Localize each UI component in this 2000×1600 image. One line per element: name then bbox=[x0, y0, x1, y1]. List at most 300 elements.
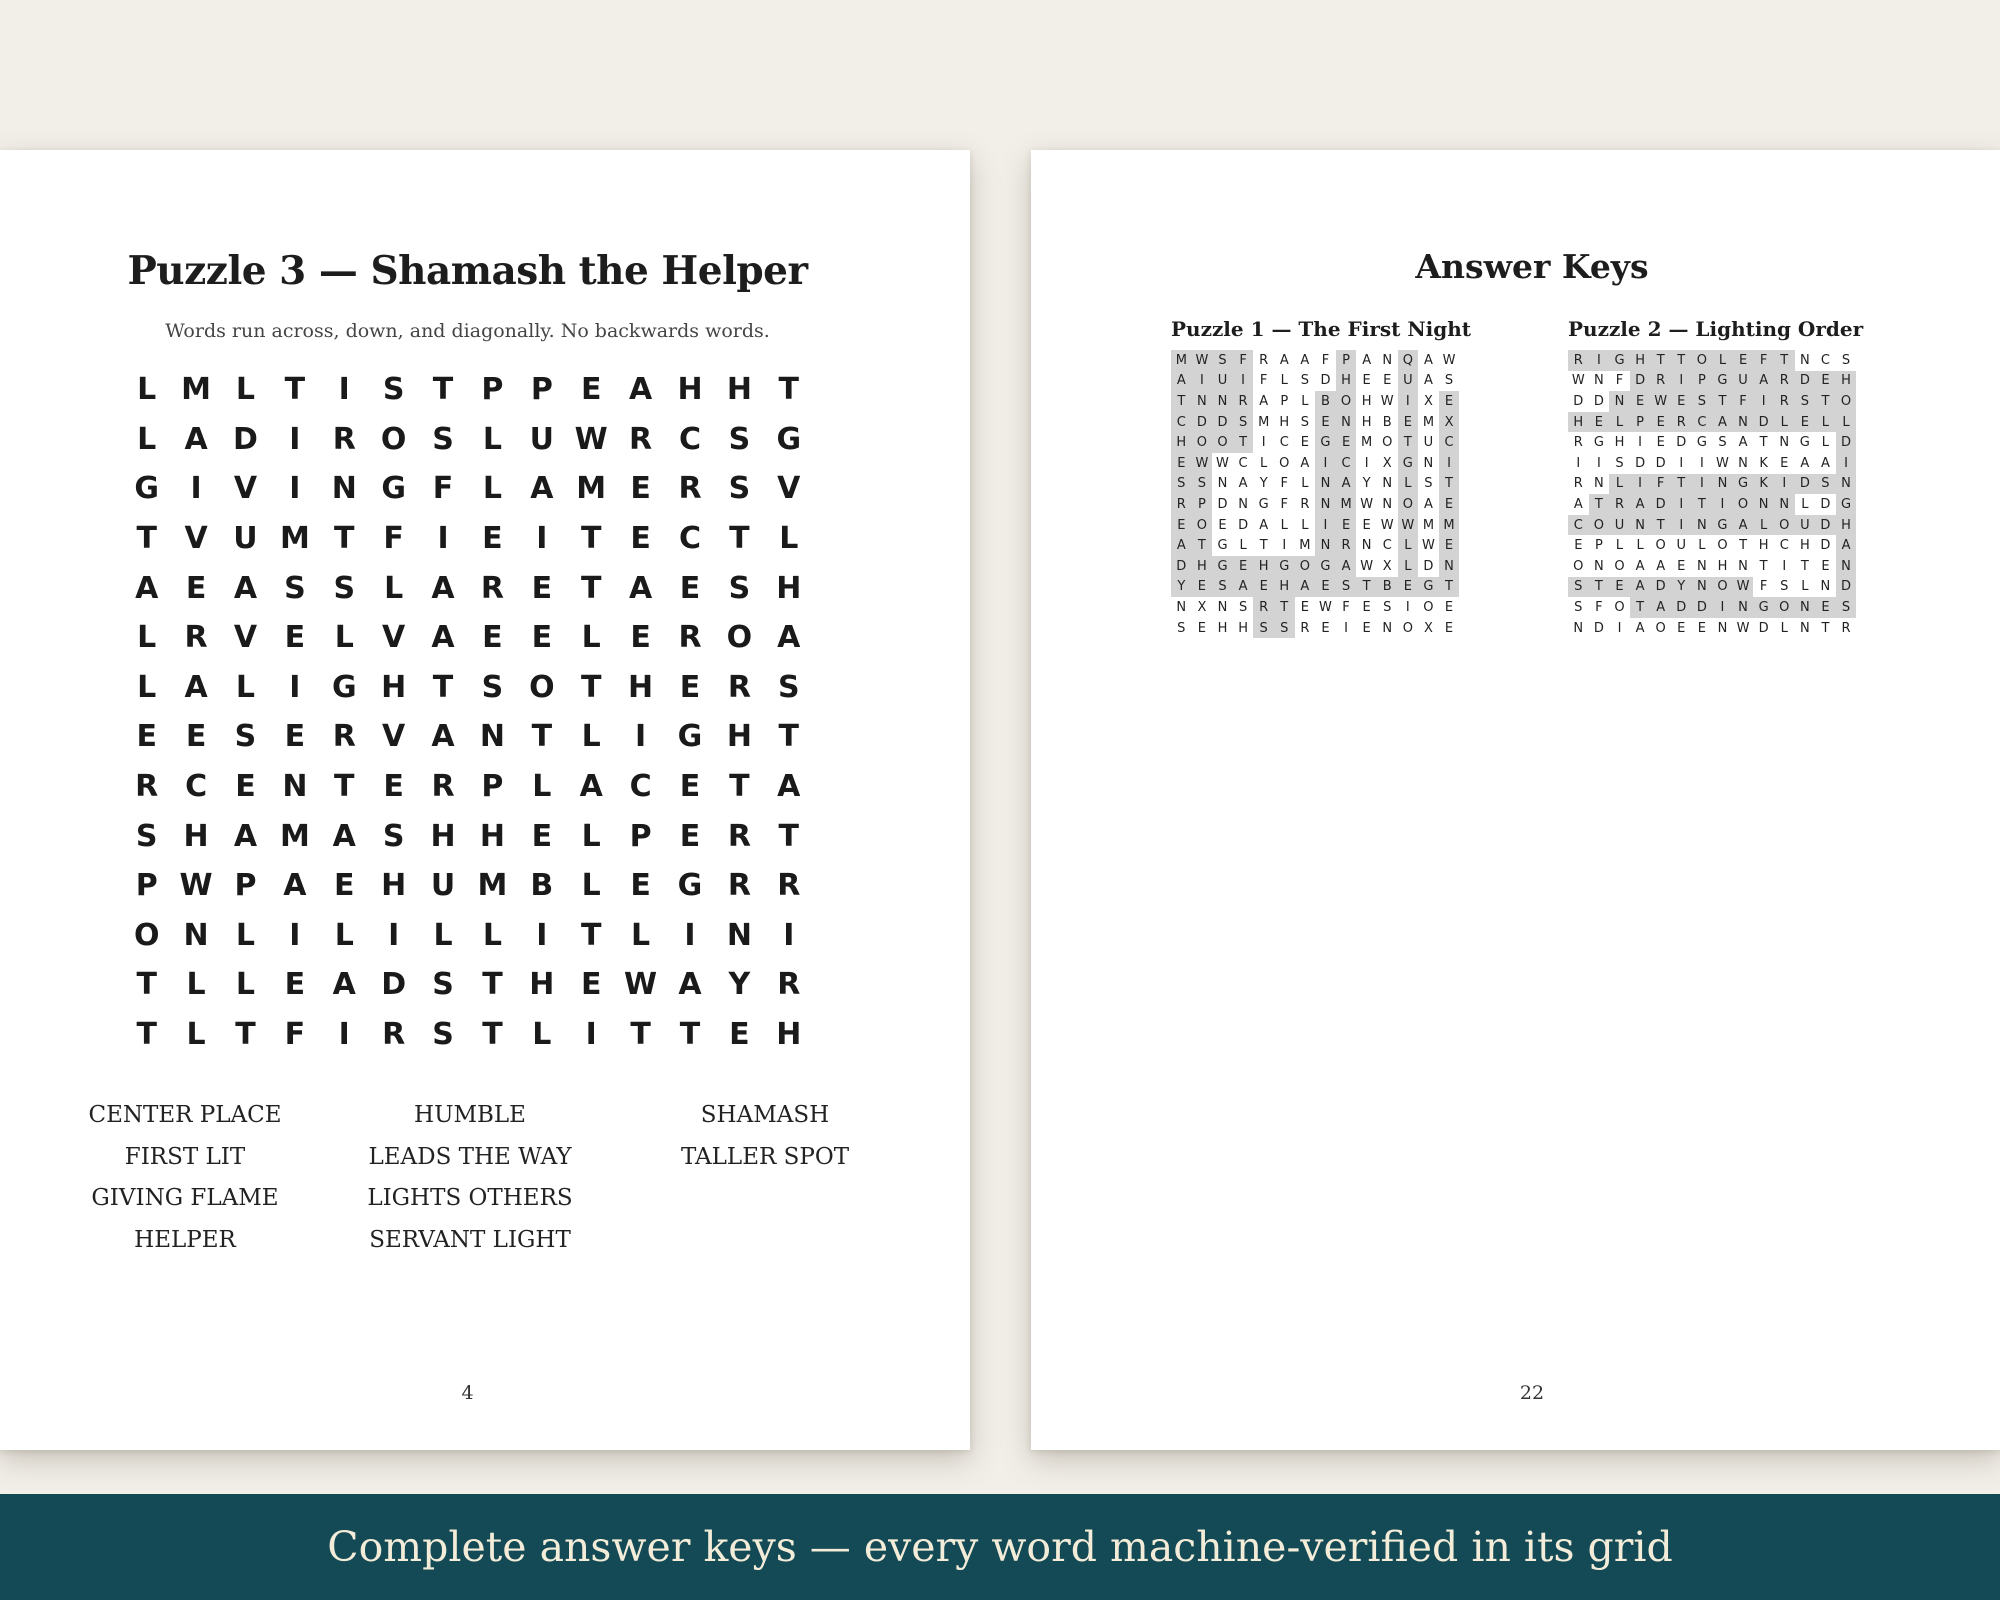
key-letter-highlighted: E bbox=[1315, 412, 1336, 433]
key-letter-highlighted: D bbox=[1836, 577, 1857, 598]
key-letter: L bbox=[1301, 476, 1309, 492]
grid-letter: T bbox=[580, 669, 602, 705]
key-letter-highlighted: R bbox=[1671, 412, 1692, 433]
key-letter-highlighted: A bbox=[1233, 577, 1254, 598]
grid-letter: M bbox=[576, 471, 607, 507]
grid-letter: L bbox=[581, 719, 601, 755]
grid-letter: D bbox=[233, 421, 258, 457]
key-letter-highlighted: I bbox=[1712, 597, 1733, 618]
key-letter: G bbox=[1696, 435, 1707, 451]
grid-letter: M bbox=[477, 868, 508, 904]
grid-letter: O bbox=[726, 620, 753, 656]
key-letter: A bbox=[1259, 393, 1269, 409]
key-letter: R bbox=[1573, 476, 1583, 492]
grid-letter: A bbox=[332, 818, 356, 854]
puzzle-title: Puzzle 3 — Shamash the Helper bbox=[127, 248, 808, 294]
key-letter: W bbox=[1421, 538, 1435, 554]
grid-letter: E bbox=[383, 769, 404, 805]
key-letter-highlighted: O bbox=[1295, 556, 1316, 577]
key-letter-highlighted: I bbox=[1753, 391, 1774, 412]
key-letter: D bbox=[1655, 455, 1666, 471]
key-letter-highlighted: S bbox=[1692, 391, 1713, 412]
key-letter-highlighted: G bbox=[1733, 474, 1754, 495]
key-letter: L bbox=[1301, 393, 1309, 409]
key-letter: I bbox=[1699, 455, 1704, 471]
key-letter-highlighted: K bbox=[1753, 474, 1774, 495]
grid-letter: V bbox=[184, 521, 208, 557]
key-letter: M bbox=[1361, 435, 1373, 451]
key-letter: A bbox=[1279, 352, 1289, 368]
key-letter: N bbox=[1361, 538, 1372, 554]
grid-letter: E bbox=[334, 868, 355, 904]
key-letter: M bbox=[1422, 517, 1435, 533]
grid-letter: T bbox=[531, 719, 553, 755]
grid-letter: L bbox=[779, 521, 799, 557]
grid-letter: L bbox=[334, 620, 354, 656]
key-letter: N bbox=[1382, 352, 1393, 368]
key-letter: E bbox=[1821, 558, 1830, 574]
key-letter-highlighted: H bbox=[1274, 577, 1295, 598]
key-letter-highlighted: I bbox=[1671, 371, 1692, 392]
grid-letter: I bbox=[190, 471, 202, 507]
key-letter-highlighted: R bbox=[1336, 535, 1357, 556]
key-letter: S bbox=[1424, 476, 1433, 492]
answer-key-grid bbox=[1171, 350, 1471, 638]
key-letter-highlighted: N bbox=[1836, 556, 1857, 577]
grid-letter: L bbox=[186, 1017, 206, 1053]
key-letter-highlighted: S bbox=[1795, 391, 1816, 412]
key-letter-highlighted: D bbox=[1815, 515, 1836, 536]
grid-letter: G bbox=[677, 868, 703, 904]
grid-letter: L bbox=[581, 620, 601, 656]
key-letter: A bbox=[1635, 558, 1645, 574]
key-letter-highlighted: S bbox=[1336, 577, 1357, 598]
key-letter-highlighted: O bbox=[1836, 391, 1857, 412]
key-letter-highlighted: N bbox=[1712, 474, 1733, 495]
key-letter-highlighted: N bbox=[1315, 494, 1336, 515]
grid-letter: R bbox=[727, 818, 751, 854]
key-letter-highlighted: O bbox=[1398, 494, 1419, 515]
key-letter: N bbox=[1423, 455, 1434, 471]
key-letter: E bbox=[1656, 435, 1665, 451]
key-letter: H bbox=[1361, 393, 1372, 409]
key-letter: N bbox=[1820, 579, 1831, 595]
grid-letter: T bbox=[778, 719, 799, 755]
grid-letter: L bbox=[235, 967, 256, 1003]
key-letter: E bbox=[1697, 620, 1706, 636]
grid-letter: S bbox=[432, 967, 454, 1003]
key-letter: E bbox=[1197, 620, 1206, 636]
grid-letter: S bbox=[382, 818, 405, 854]
caption-bar bbox=[0, 1494, 2000, 1600]
key-letter-highlighted: D bbox=[1692, 597, 1713, 618]
key-letter-highlighted: C bbox=[1439, 432, 1460, 453]
key-letter: U bbox=[1676, 538, 1687, 554]
key-letter-highlighted: M bbox=[1171, 350, 1192, 371]
key-letter-highlighted: D bbox=[1650, 494, 1671, 515]
key-letter: N bbox=[1382, 620, 1393, 636]
key-letter-highlighted: R bbox=[1233, 391, 1254, 412]
key-letter-highlighted: X bbox=[1439, 412, 1460, 433]
key-letter: W bbox=[1360, 558, 1374, 574]
key-letter-highlighted: E bbox=[1815, 597, 1836, 618]
key-letter: W bbox=[1380, 393, 1394, 409]
grid-letter: N bbox=[479, 719, 505, 755]
key-letter: W bbox=[1319, 599, 1332, 615]
key-letter: T bbox=[1759, 558, 1768, 574]
key-letter-highlighted: G bbox=[1609, 350, 1630, 371]
grid-letter: M bbox=[279, 521, 310, 557]
grid-letter: I bbox=[536, 521, 548, 557]
grid-letter: L bbox=[631, 917, 651, 953]
key-letter-highlighted: G bbox=[1712, 371, 1733, 392]
grid-letter: G bbox=[677, 719, 703, 755]
key-letter-highlighted: A bbox=[1171, 371, 1192, 392]
key-letter: X bbox=[1197, 599, 1207, 615]
key-letter-highlighted: E bbox=[1336, 515, 1357, 536]
grid-letter: T bbox=[679, 1017, 701, 1053]
grid-letter: R bbox=[382, 1017, 406, 1053]
grid-letter: P bbox=[530, 372, 553, 408]
key-letter: N bbox=[1217, 599, 1228, 615]
key-letter-highlighted: L bbox=[1712, 350, 1733, 371]
grid-letter: O bbox=[380, 421, 407, 457]
grid-letter: R bbox=[678, 471, 702, 507]
key-letter-highlighted: E bbox=[1233, 556, 1254, 577]
grid-letter: E bbox=[580, 372, 602, 408]
key-letter-highlighted: I bbox=[1589, 350, 1610, 371]
key-letter-highlighted: A bbox=[1733, 515, 1754, 536]
grid-letter: T bbox=[432, 669, 454, 705]
grid-letter: E bbox=[729, 1017, 750, 1053]
grid-letter: V bbox=[233, 620, 258, 656]
key-letter-highlighted: E bbox=[1171, 515, 1192, 536]
key-letter-highlighted: I bbox=[1774, 474, 1795, 495]
key-letter-highlighted: G bbox=[1315, 556, 1336, 577]
key-letter: H bbox=[1717, 558, 1728, 574]
key-letter-highlighted: G bbox=[1398, 453, 1419, 474]
grid-letter: A bbox=[283, 868, 307, 904]
grid-letter: R bbox=[727, 868, 751, 904]
key-letter-highlighted: E bbox=[1650, 412, 1671, 433]
key-letter-highlighted: I bbox=[1439, 453, 1460, 474]
key-letter: H bbox=[1238, 620, 1248, 636]
key-letter: N bbox=[1799, 352, 1810, 368]
key-letter-highlighted: I bbox=[1712, 494, 1733, 515]
key-letter: N bbox=[1799, 620, 1810, 636]
grid-letter: C bbox=[678, 421, 701, 457]
key-letter-highlighted: A bbox=[1630, 577, 1651, 598]
grid-letter: M bbox=[181, 372, 212, 408]
grid-letter: T bbox=[432, 372, 454, 408]
key-letter: E bbox=[1300, 435, 1309, 451]
grid-letter: T bbox=[136, 521, 157, 557]
grid-letter: P bbox=[135, 868, 158, 904]
grid-letter: L bbox=[186, 967, 206, 1003]
right-page bbox=[1031, 150, 2000, 1450]
key-letter: F bbox=[1280, 496, 1288, 512]
key-letter: D bbox=[1820, 496, 1831, 512]
key-letter-highlighted: A bbox=[1171, 535, 1192, 556]
answer-key-puzzle-1 bbox=[1171, 316, 1471, 638]
key-letter: O bbox=[1614, 599, 1625, 615]
key-letter: L bbox=[1260, 455, 1268, 471]
grid-letter: R bbox=[629, 421, 653, 457]
key-letter: R bbox=[1841, 620, 1851, 636]
key-letter-highlighted: E bbox=[1171, 453, 1192, 474]
key-letter: F bbox=[1280, 476, 1288, 492]
key-letter-highlighted: I bbox=[1233, 371, 1254, 392]
grid-letter: L bbox=[137, 421, 157, 457]
key-letter-highlighted: L bbox=[1609, 412, 1630, 433]
grid-letter: G bbox=[381, 471, 406, 507]
key-letter-highlighted: D bbox=[1171, 556, 1192, 577]
key-letter-highlighted: G bbox=[1836, 494, 1857, 515]
key-letter-highlighted: I bbox=[1671, 515, 1692, 536]
key-letter-highlighted: C bbox=[1336, 453, 1357, 474]
grid-letter: L bbox=[433, 917, 453, 953]
key-letter-highlighted: N bbox=[1692, 577, 1713, 598]
grid-letter: A bbox=[431, 719, 455, 755]
key-letter: E bbox=[1780, 455, 1789, 471]
key-letter: H bbox=[1799, 538, 1810, 554]
grid-letter: H bbox=[776, 570, 802, 606]
word-item: CENTER PLACE bbox=[88, 1102, 282, 1128]
key-letter: I bbox=[1282, 538, 1287, 554]
key-letter: W bbox=[1571, 373, 1585, 389]
key-letter: S bbox=[1383, 599, 1392, 615]
key-letter: H bbox=[1217, 620, 1228, 636]
key-letter-highlighted: N bbox=[1336, 412, 1357, 433]
key-letter-highlighted: E bbox=[1336, 432, 1357, 453]
key-letter-highlighted: G bbox=[1712, 515, 1733, 536]
key-letter-highlighted: W bbox=[1650, 391, 1671, 412]
key-letter-highlighted: O bbox=[1712, 577, 1733, 598]
key-letter: L bbox=[1636, 538, 1644, 554]
key-letter-highlighted: E bbox=[1630, 391, 1651, 412]
key-letter-highlighted: F bbox=[1650, 474, 1671, 495]
key-letter: C bbox=[1279, 435, 1289, 451]
key-letter-highlighted: T bbox=[1692, 494, 1713, 515]
grid-letter: O bbox=[529, 669, 555, 705]
key-letter-highlighted: E bbox=[1398, 412, 1419, 433]
key-letter: S bbox=[1300, 373, 1309, 389]
key-letter: L bbox=[1698, 538, 1706, 554]
grid-letter: H bbox=[677, 372, 703, 408]
key-letter-highlighted: O bbox=[1774, 597, 1795, 618]
key-letter-highlighted: T bbox=[1671, 350, 1692, 371]
key-letter: H bbox=[1614, 435, 1625, 451]
key-letter: S bbox=[1177, 620, 1186, 636]
key-letter-highlighted: P bbox=[1692, 371, 1713, 392]
grid-letter: G bbox=[134, 471, 159, 507]
key-letter: D bbox=[1593, 620, 1604, 636]
grid-letter: R bbox=[678, 620, 702, 656]
answer-key-puzzle-2 bbox=[1568, 316, 1863, 638]
key-letter: L bbox=[1301, 517, 1309, 533]
key-letter: L bbox=[1801, 579, 1809, 595]
grid-letter: N bbox=[282, 769, 308, 805]
grid-letter: A bbox=[431, 620, 455, 656]
key-letter-highlighted: T bbox=[1630, 597, 1651, 618]
grid-letter: I bbox=[437, 521, 449, 557]
key-letter-highlighted: T bbox=[1439, 577, 1460, 598]
key-letter: G bbox=[1593, 435, 1604, 451]
word-column-2 bbox=[325, 1095, 615, 1262]
key-letter: C bbox=[1820, 352, 1830, 368]
key-letter-highlighted: D bbox=[1753, 412, 1774, 433]
key-letter: D bbox=[1320, 373, 1331, 389]
grid-letter: E bbox=[531, 818, 553, 854]
grid-letter: P bbox=[629, 818, 652, 854]
key-letter: X bbox=[1382, 455, 1392, 471]
grid-letter: S bbox=[432, 1017, 454, 1053]
key-letter: H bbox=[1279, 414, 1290, 430]
grid-letter: R bbox=[777, 868, 801, 904]
key-letter-highlighted: O bbox=[1589, 515, 1610, 536]
key-letter: W bbox=[1380, 517, 1394, 533]
key-letter-highlighted: N bbox=[1630, 515, 1651, 536]
key-letter-highlighted: N bbox=[1836, 474, 1857, 495]
answer-key-title: Puzzle 1 — The First Night bbox=[1171, 317, 1471, 341]
grid-letter: T bbox=[729, 769, 750, 805]
key-letter: N bbox=[1594, 373, 1604, 389]
key-letter-highlighted: I bbox=[1692, 474, 1713, 495]
grid-letter: P bbox=[234, 868, 257, 904]
grid-letter: C bbox=[678, 521, 701, 557]
key-letter: N bbox=[1696, 558, 1707, 574]
grid-letter: S bbox=[728, 570, 751, 606]
key-letter-highlighted: P bbox=[1192, 494, 1213, 515]
key-letter: X bbox=[1382, 558, 1392, 574]
key-letter-highlighted: C bbox=[1692, 412, 1713, 433]
grid-letter: L bbox=[235, 669, 256, 705]
grid-letter: R bbox=[480, 570, 504, 606]
key-letter-highlighted: H bbox=[1568, 412, 1589, 433]
key-letter: M bbox=[1258, 414, 1270, 430]
key-letter: O bbox=[1655, 620, 1666, 636]
key-letter: N bbox=[1738, 558, 1748, 574]
grid-letter: W bbox=[179, 868, 213, 904]
word-item: LIGHTS OTHERS bbox=[367, 1185, 573, 1212]
key-letter-highlighted: T bbox=[1192, 535, 1213, 556]
grid-letter: T bbox=[580, 521, 602, 557]
grid-letter: L bbox=[482, 421, 502, 457]
key-letter: L bbox=[1280, 373, 1288, 389]
key-letter-highlighted: H bbox=[1192, 556, 1213, 577]
word-item: LEADS THE WAY bbox=[368, 1143, 572, 1170]
key-letter-highlighted: O bbox=[1774, 515, 1795, 536]
grid-letter: H bbox=[628, 669, 654, 705]
key-letter-highlighted: L bbox=[1609, 474, 1630, 495]
key-letter: G bbox=[1258, 496, 1269, 512]
key-letter-highlighted: I bbox=[1315, 453, 1336, 474]
key-letter-highlighted: T bbox=[1589, 494, 1610, 515]
key-letter-highlighted: D bbox=[1836, 432, 1857, 453]
grid-letter: I bbox=[338, 372, 350, 408]
key-letter: A bbox=[1573, 496, 1583, 512]
key-letter: T bbox=[1800, 558, 1809, 574]
grid-letter: I bbox=[289, 421, 301, 457]
key-letter: Y bbox=[1362, 476, 1371, 492]
key-letter-highlighted: A bbox=[1753, 371, 1774, 392]
grid-letter: E bbox=[136, 719, 157, 755]
grid-letter: R bbox=[777, 967, 801, 1003]
key-letter-highlighted: E bbox=[1733, 350, 1754, 371]
grid-letter: E bbox=[679, 669, 701, 705]
grid-letter: T bbox=[778, 372, 799, 408]
key-letter-highlighted: E bbox=[1192, 577, 1213, 598]
key-letter-highlighted: W bbox=[1192, 350, 1213, 371]
key-letter-highlighted: Y bbox=[1671, 577, 1692, 598]
word-item: FIRST LIT bbox=[124, 1143, 246, 1170]
grid-letter: E bbox=[679, 818, 701, 854]
caption-text: Complete answer keys — every word machine-verified in its grid bbox=[327, 1523, 1673, 1571]
key-letter-highlighted: I bbox=[1398, 391, 1419, 412]
grid-letter: I bbox=[536, 917, 548, 953]
grid-letter: E bbox=[630, 620, 651, 656]
answer-key-title: Puzzle 2 — Lighting Order bbox=[1568, 317, 1864, 341]
key-letter: E bbox=[1321, 620, 1330, 636]
key-letter-highlighted: E bbox=[1795, 412, 1816, 433]
key-letter-highlighted: S bbox=[1233, 412, 1254, 433]
grid-letter: E bbox=[679, 769, 701, 805]
key-letter-highlighted: A bbox=[1295, 577, 1316, 598]
key-letter: H bbox=[1361, 414, 1372, 430]
key-letter: R bbox=[1300, 496, 1310, 512]
grid-letter: T bbox=[334, 521, 355, 557]
grid-letter: H bbox=[479, 818, 505, 854]
grid-letter: T bbox=[482, 1017, 503, 1053]
grid-letter: A bbox=[431, 570, 455, 606]
key-letter-highlighted: U bbox=[1398, 371, 1419, 392]
key-letter: A bbox=[1259, 517, 1269, 533]
key-letter-highlighted: T bbox=[1589, 577, 1610, 598]
grid-letter: A bbox=[678, 967, 702, 1003]
key-letter-highlighted: E bbox=[1439, 535, 1460, 556]
key-letter: E bbox=[1218, 517, 1227, 533]
key-letter-highlighted: S bbox=[1836, 597, 1857, 618]
answer-keys-title: Answer Keys bbox=[1415, 247, 1649, 286]
key-letter: A bbox=[1635, 620, 1645, 636]
left-page bbox=[0, 150, 970, 1450]
grid-letter: E bbox=[679, 570, 701, 606]
key-letter-highlighted: N bbox=[1733, 597, 1754, 618]
grid-letter: I bbox=[388, 917, 400, 953]
grid-letter: S bbox=[481, 669, 504, 705]
key-letter-highlighted: U bbox=[1212, 371, 1233, 392]
key-letter: N bbox=[1382, 496, 1393, 512]
key-letter-highlighted: N bbox=[1212, 391, 1233, 412]
page-number: 4 bbox=[461, 1382, 474, 1404]
grid-letter: W bbox=[624, 967, 658, 1003]
grid-letter: B bbox=[530, 868, 554, 904]
key-letter-highlighted: U bbox=[1609, 515, 1630, 536]
key-letter: X bbox=[1423, 620, 1433, 636]
key-letter-highlighted: R bbox=[1650, 371, 1671, 392]
key-letter: L bbox=[1801, 496, 1809, 512]
key-letter: N bbox=[1238, 496, 1248, 512]
grid-letter: E bbox=[531, 620, 553, 656]
key-letter-highlighted: O bbox=[1692, 350, 1713, 371]
grid-letter: P bbox=[481, 769, 504, 805]
key-letter-highlighted: I bbox=[1630, 474, 1651, 495]
key-letter: I bbox=[1576, 455, 1581, 471]
key-letter-highlighted: M bbox=[1439, 515, 1460, 536]
puzzle-grid bbox=[122, 365, 813, 1059]
key-letter: C bbox=[1779, 538, 1789, 554]
key-letter: D bbox=[1635, 455, 1646, 471]
